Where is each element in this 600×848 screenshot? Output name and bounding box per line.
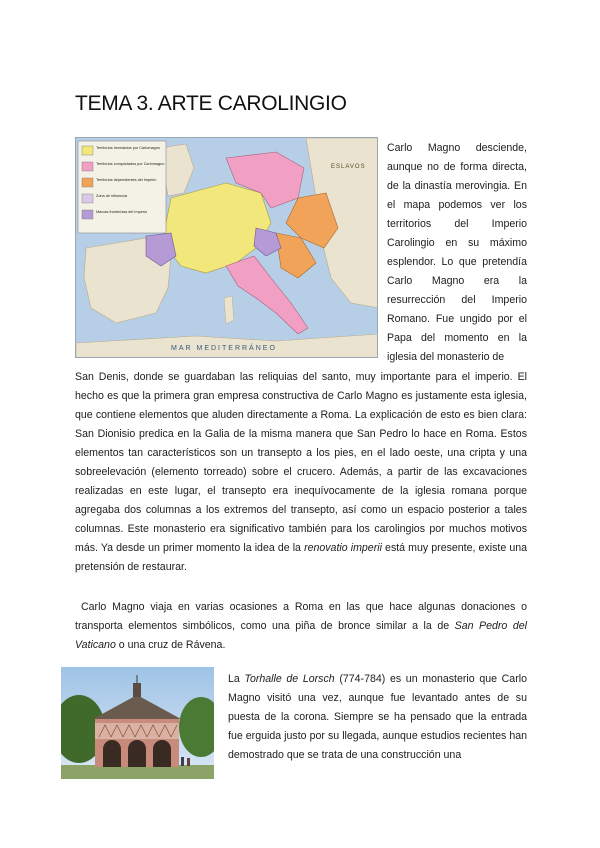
text-segment: está muy presente, existe una pretensión de restaurar.	[75, 542, 528, 573]
photo-graphic	[61, 667, 214, 779]
text-segment: (774-784) es un monasterio que Carlo Magno visitó una vez, aunque fue levantado antes de su puesta de la corona. Siempre se ha pensado que la entrada fue erguida justo por su llegada, aunque estudios recientes han demostrado que se trata de una construcción una	[228, 673, 527, 761]
region-label: ESLAVOS	[331, 164, 366, 170]
text-segment: La	[228, 673, 245, 685]
legend-text-1: Territorios heredados por Carlomagno	[96, 146, 160, 150]
arch-center	[128, 740, 146, 767]
pattern-band	[95, 723, 179, 739]
intro-paragraph-continued	[75, 368, 527, 577]
bell-turret	[133, 683, 141, 697]
rome-journeys-paragraph	[75, 598, 527, 655]
person	[187, 758, 190, 766]
text-segment: San Denis, donde se guardaban las reliquias del santo, muy importante para el imperio. El hecho es que la primera gran empresa constructiva de Carlo Magno es justamente esta iglesia, que contiene elementos que aluden directamente a Roma. La explicación de esto es bien clara: San Dionisio predica en la Galia de la misma manera que San Pedro lo hace en Roma. Estos elementos tan característicos son un transepto a los pies, en el lado oeste, una cripta y una sobreelevación (elemento torreado) sobre el crucero. Además, a partir de las excavaciones realizadas en este lugar, el transepto era inequívocamente de la iglesia romana porque agregaba dos columnas a los extremos del transepto, así como un espacio posterior a tales columnas. Este monasterio era significativo también para los carolingios por muchos motivos más. Ya desde un primer momento la idea de la	[75, 371, 527, 554]
legend-swatch	[82, 210, 93, 219]
text-segment: o una cruz de Rávena.	[115, 639, 226, 651]
legend-swatch	[82, 194, 93, 203]
legend-text-2: Territorios conquistados por Carlomagno	[96, 162, 165, 166]
arch-right	[153, 740, 171, 767]
italic-term: renovatio imperii	[304, 542, 382, 554]
map-graphic	[76, 138, 378, 358]
italic-term: Torhalle de Lorsch	[244, 673, 335, 685]
text-segment: Carlo Magno viaja en varias ocasiones a Roma en las que hace algunas donaciones o transporta elementos simbólicos, como una piña de bronce similar a la de	[75, 601, 527, 632]
arch-left	[103, 740, 121, 767]
carolingian-empire-map	[75, 137, 378, 358]
legend-text-3: Territorios dependientes del Imperio	[96, 178, 157, 182]
ground	[61, 765, 214, 779]
person	[181, 757, 184, 766]
italic-term: San Pedro del Vaticano	[75, 620, 527, 651]
page-title: TEMA 3. ARTE CAROLINGIO	[75, 92, 347, 115]
legend-text-4: Zona de influencia	[96, 194, 128, 198]
island	[224, 296, 234, 324]
legend-text-5: Marcas fronterizas del Imperio	[96, 210, 148, 214]
sea-label: MAR MEDITERRÁNEO	[171, 345, 277, 352]
lorsch-paragraph	[228, 670, 527, 765]
torhalle-lorsch-photo	[61, 667, 214, 779]
legend-swatch	[82, 146, 93, 155]
intro-paragraph-column: Carlo Magno desciende, aunque no de forma directa, de la dinastía merovingia. En el mapa podemos ver los territorios del Imperio Carolingio en su máximo esplendor. Lo que pretendía Carlo Magno era la resurrección del Imperio Romano. Fue ungido por el Papa del momento en la iglesia del monasterio de	[387, 142, 527, 363]
legend-swatch	[82, 162, 93, 171]
legend-swatch	[82, 178, 93, 187]
